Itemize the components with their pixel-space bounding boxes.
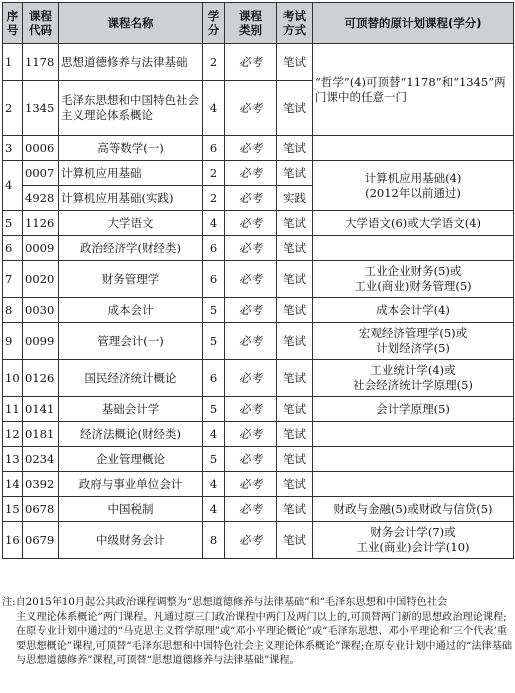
table-row [3, 211, 514, 236]
row-no: 10 [3, 360, 23, 397]
substitute-courses [313, 136, 514, 161]
course-type: 必考 [225, 422, 277, 447]
course-code: 0006 [23, 136, 59, 161]
course-code: 1345 [23, 81, 59, 136]
header-row [3, 3, 514, 44]
substitute-courses: 财政与金融(5)或财政与信贷(5) [313, 497, 514, 522]
course-credit: 4 [203, 422, 225, 447]
exam-method: 笔试 [277, 298, 313, 323]
course-credit: 2 [203, 44, 225, 81]
row-no: 15 [3, 497, 23, 522]
course-name: 高等数学(一) [59, 136, 203, 161]
course-credit: 4 [203, 472, 225, 497]
header-credit: 学 分 [203, 3, 225, 44]
course-name: 中国税制 [59, 497, 203, 522]
substitute-courses [313, 236, 514, 261]
course-type: 必考 [225, 298, 277, 323]
substitute-courses: 工业企业财务(5)或 工业(商业)财务管理(5) [313, 261, 514, 298]
substitute-courses: 宏观经济管理学(5)或 计划经济学(5) [313, 323, 514, 360]
course-credit: 5 [203, 323, 225, 360]
course-name: 企业管理概论 [59, 447, 203, 472]
row-no: 16 [3, 522, 23, 559]
exam-method: 笔试 [277, 472, 313, 497]
table-row [3, 360, 514, 397]
course-credit: 6 [203, 360, 225, 397]
course-type: 必考 [225, 522, 277, 559]
substitute-courses [313, 447, 514, 472]
course-name: 管理会计(一) [59, 323, 203, 360]
row-no: 11 [3, 397, 23, 422]
table-row [3, 447, 514, 472]
table-row [3, 497, 514, 522]
course-name: 大学语文 [59, 211, 203, 236]
course-name: 计算机应用基础 [59, 161, 203, 186]
course-code: 1178 [23, 44, 59, 81]
course-code: 0099 [23, 323, 59, 360]
course-code: 0234 [23, 447, 59, 472]
course-credit: 5 [203, 298, 225, 323]
course-type: 必考 [225, 447, 277, 472]
course-type: 必考 [225, 236, 277, 261]
course-credit: 4 [203, 81, 225, 136]
table-row [3, 161, 514, 186]
course-credit: 5 [203, 447, 225, 472]
exam-method: 笔试 [277, 161, 313, 186]
course-code: 1126 [23, 211, 59, 236]
substitute-courses: “哲学”(4)可顶替“1178”和“1345”两门课中的任意一门 [313, 44, 514, 136]
course-type: 必考 [225, 81, 277, 136]
row-no: 14 [3, 472, 23, 497]
course-code: 0181 [23, 422, 59, 447]
course-credit: 6 [203, 136, 225, 161]
exam-method: 笔试 [277, 422, 313, 447]
row-no: 7 [3, 261, 23, 298]
footnote-body: 主义理论体系概论”两门课程。凡通过原三门政治课程中两门及两门以上的,可顶替两门新的思想政治理论课程;在原专业计划中通过的“马克思主义哲学原理”或“邓小平理论概论”或“毛泽东思想、邓小平理论和‘三个代表’重要思想概论”课程,可顶替“毛泽东思想和中国特色社会主义理论体系概论”课程;在原专业计划中通过的“法律基础与思想道德修养”课程,可顶替“思想道德修养与法律基础”课程。 [16, 611, 513, 666]
course-credit: 5 [203, 397, 225, 422]
course-code: 0007 [23, 161, 59, 186]
header-code: 课程 代码 [23, 3, 59, 44]
table-row [3, 397, 514, 422]
course-code: 0020 [23, 261, 59, 298]
header-no: 序 号 [3, 3, 23, 44]
row-no: 3 [3, 136, 23, 161]
substitute-courses: 成本会计学(4) [313, 298, 514, 323]
table-row [3, 298, 514, 323]
exam-method: 笔试 [277, 44, 313, 81]
course-code: 0126 [23, 360, 59, 397]
course-credit: 4 [203, 497, 225, 522]
header-exam: 考试 方式 [277, 3, 313, 44]
course-type: 必考 [225, 472, 277, 497]
course-credit: 8 [203, 522, 225, 559]
header-name: 课程名称 [59, 3, 203, 44]
course-name: 财务管理学 [59, 261, 203, 298]
footnote [2, 596, 513, 669]
course-name: 成本会计 [59, 298, 203, 323]
course-credit: 4 [203, 211, 225, 236]
exam-method: 笔试 [277, 497, 313, 522]
course-name: 毛泽东思想和中国特色社会主义理论体系概论 [59, 81, 203, 136]
course-type: 必考 [225, 161, 277, 186]
substitute-courses: 会计学原理(5) [313, 397, 514, 422]
course-code: 0392 [23, 472, 59, 497]
table-row [3, 44, 514, 81]
course-code: 0009 [23, 236, 59, 261]
course-name: 国民经济统计概论 [59, 360, 203, 397]
course-code: 0679 [23, 522, 59, 559]
course-code: 4928 [23, 186, 59, 211]
course-type: 必考 [225, 261, 277, 298]
course-type: 必考 [225, 44, 277, 81]
exam-method: 笔试 [277, 447, 313, 472]
course-code: 0030 [23, 298, 59, 323]
table-row [3, 323, 514, 360]
table-row [3, 236, 514, 261]
course-type: 必考 [225, 186, 277, 211]
course-type: 必考 [225, 397, 277, 422]
header-substitute: 可顶替的原计划课程(学分) [313, 3, 514, 44]
course-type: 必考 [225, 323, 277, 360]
substitute-courses [313, 422, 514, 447]
course-name: 政府与事业单位会计 [59, 472, 203, 497]
row-no: 12 [3, 422, 23, 447]
course-credit: 6 [203, 236, 225, 261]
course-table [2, 2, 514, 559]
substitute-courses: 财务会计学(7)或 工业(商业)会计学(10) [313, 522, 514, 559]
course-name: 计算机应用基础(实践) [59, 186, 203, 211]
exam-method: 笔试 [277, 360, 313, 397]
course-type: 必考 [225, 360, 277, 397]
exam-method: 笔试 [277, 211, 313, 236]
row-no: 8 [3, 298, 23, 323]
course-type: 必考 [225, 211, 277, 236]
substitute-courses: 计算机应用基础(4) (2012年以前通过) [313, 161, 514, 211]
course-credit: 6 [203, 261, 225, 298]
course-name: 政治经济学(财经类) [59, 236, 203, 261]
exam-method: 笔试 [277, 522, 313, 559]
footnote-first-line: 注:自2015年10月起公共政治课程调整为“思想道德修养与法律基础”和“毛泽东思想和中国特色社会 [2, 597, 448, 608]
course-type: 必考 [225, 497, 277, 522]
table-row [3, 422, 514, 447]
substitute-courses: 大学语文(6)或大学语文(4) [313, 211, 514, 236]
course-credit: 2 [203, 186, 225, 211]
exam-method: 笔试 [277, 323, 313, 360]
exam-method: 笔试 [277, 236, 313, 261]
course-name: 中级财务会计 [59, 522, 203, 559]
row-no: 2 [3, 81, 23, 136]
row-no: 1 [3, 44, 23, 81]
header-type: 课程 类别 [225, 3, 277, 44]
row-no: 5 [3, 211, 23, 236]
row-no: 9 [3, 323, 23, 360]
exam-method: 笔试 [277, 136, 313, 161]
course-credit: 2 [203, 161, 225, 186]
course-type: 必考 [225, 136, 277, 161]
substitute-courses [313, 472, 514, 497]
course-name: 经济法概论(财经类) [59, 422, 203, 447]
row-no: 13 [3, 447, 23, 472]
exam-method: 笔试 [277, 397, 313, 422]
course-name: 基础会计学 [59, 397, 203, 422]
table-row [3, 261, 514, 298]
exam-method: 笔试 [277, 81, 313, 136]
row-no: 4 [3, 161, 23, 211]
course-code: 0141 [23, 397, 59, 422]
exam-method: 实践 [277, 186, 313, 211]
table-row [3, 472, 514, 497]
row-no: 6 [3, 236, 23, 261]
exam-method: 笔试 [277, 261, 313, 298]
table-row [3, 136, 514, 161]
course-code: 0678 [23, 497, 59, 522]
table-row [3, 522, 514, 559]
substitute-courses: 工业统计学(4)或 社会经济统计学原理(5) [313, 360, 514, 397]
course-name: 思想道德修养与法律基础 [59, 44, 203, 81]
